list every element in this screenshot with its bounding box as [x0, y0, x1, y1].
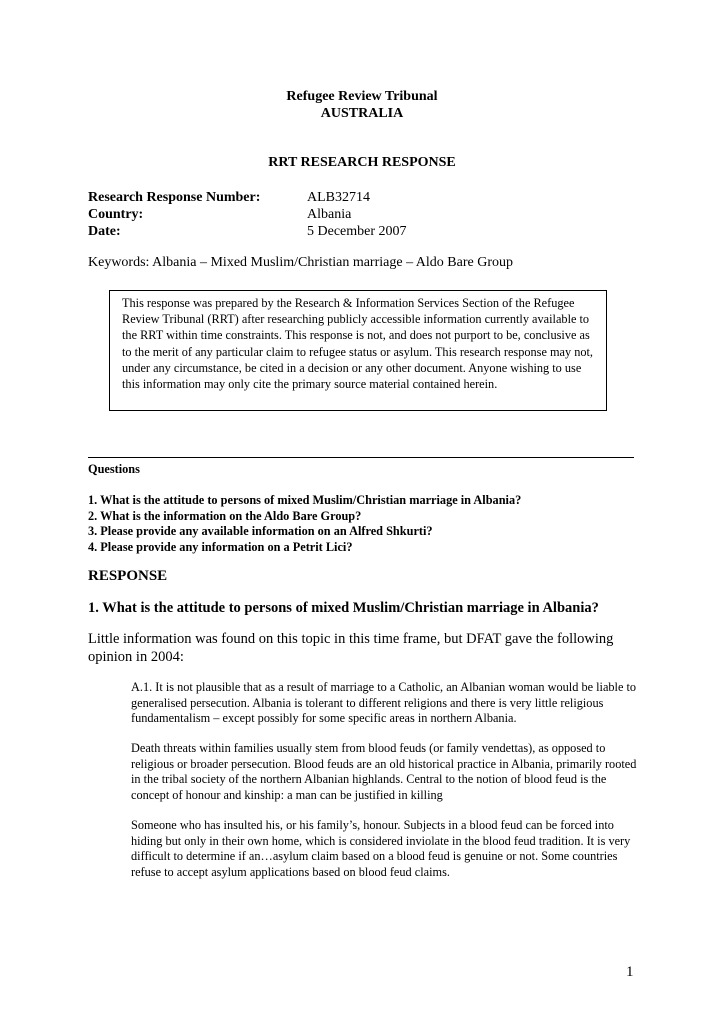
document-title: RRT RESEARCH RESPONSE [268, 155, 456, 170]
date-value: 5 December 2007 [307, 224, 407, 239]
page-number: 1 [626, 964, 634, 980]
questions-heading: Questions [88, 462, 140, 476]
question-item: 2. What is the information on the Aldo Bare Group? [88, 508, 362, 523]
country-value: Albania [307, 207, 352, 222]
section-heading: 1. What is the attitude to persons of mixed Muslim/Christian marriage in Albania? [88, 600, 599, 616]
quote-paragraph: Someone who has insulted his, or his family’s, honour. Subjects in a blood feud can be forced into hiding but only in their own home, which is considered inviolate in the blood feud tradition. It is very difficult to determine if an…asylum claim based on a blood feud is genuine or not. Some countries refuse to accept asylum applications based on blood feud claims. [131, 818, 631, 880]
disclaimer-box: This response was prepared by the Research & Information Services Section of the Refugee Review Tribunal (RRT) after researching publicly accessible information currently available to the RRT within time constraints. This response is not, and does not purport to be, conclusive as to the merit of any particular claim to refugee status or asylum. This research response may not, under any circumstance, be cited in a decision or any other document. Anyone wishing to use this information may only cite the primary source material contained herein. [109, 290, 607, 411]
response-number-label: Research Response Number: [88, 190, 261, 205]
response-heading: RESPONSE [88, 568, 168, 584]
date-label: Date: [88, 224, 121, 239]
quote-paragraph: A.1. It is not plausible that as a result of marriage to a Catholic, an Albanian woman would be liable to generalised persecution. Albania is tolerant to different religions and there is very little religious fundamentalism – except possibly for some specific areas in northern Albania. [131, 680, 637, 726]
divider [88, 457, 634, 458]
quote-paragraph: Death threats within families usually stem from blood feuds (or family vendettas), as opposed to religious or broader persecution. Blood feuds are an old historical practice in Albania, primarily rooted in the tribal society of the northern Albanian highlands. Central to the notion of blood feud is the concept of honour and kinship: a man can be justified in killing [131, 741, 637, 803]
country-label: Country: [88, 207, 144, 222]
keywords-line: Keywords: Albania – Mixed Muslim/Christian marriage – Aldo Bare Group [88, 255, 513, 270]
country-heading: AUSTRALIA [320, 106, 404, 121]
question-item: 4. Please provide any information on a Petrit Lici? [88, 539, 353, 554]
question-item: 3. Please provide any available information on an Alfred Shkurti? [88, 524, 433, 538]
response-number-value: ALB32714 [307, 190, 370, 205]
intro-paragraph: Little information was found on this topic in this time frame, but DFAT gave the following opinion in 2004: [88, 631, 614, 665]
question-item: 1. What is the attitude to persons of mixed Muslim/Christian marriage in Albania? [88, 493, 522, 507]
tribunal-name: Refugee Review Tribunal [286, 89, 438, 104]
